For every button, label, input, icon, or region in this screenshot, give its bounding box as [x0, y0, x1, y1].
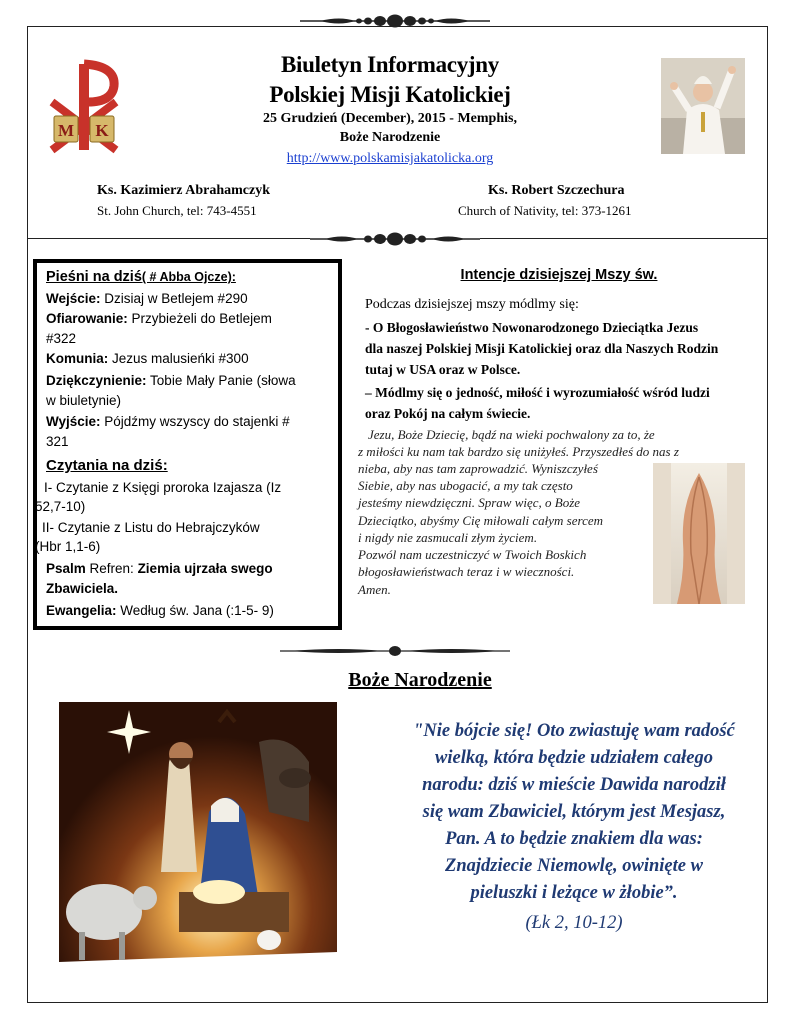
intention-line-1: - O Błogosławieństwo Nowonarodzonego Dzieciątka Jezus [365, 320, 699, 335]
priest-1-info: St. John Church, tel: 743-4551 [97, 203, 257, 218]
prayer-line-1: Jezu, Boże Dziecię, bądź na wieki pochwalony za to, że [368, 427, 655, 442]
gospel-quote-reference: (Łk 2, 10-12) [525, 913, 623, 933]
christmas-ornament [280, 644, 510, 658]
song-label: Komunia: [46, 351, 109, 366]
gospel-label: Ewangelia: [46, 603, 117, 618]
song-communion [46, 350, 249, 368]
gospel-quote-line-2: wielką, która będzie udziałem całego [435, 748, 713, 768]
song-exit [46, 413, 290, 431]
gospel-quote-line-6: Znajdziecie Niemowlę, owinięte w [445, 856, 703, 876]
gospel-text: Według św. Jana (:1-5- 9) [116, 603, 274, 618]
psalm-text: Ziemia ujrzała swego [137, 561, 273, 576]
song-thanksgiving-note: w biuletynie) [46, 393, 122, 408]
prayer-line-9: błogosławieństwach teraz i w wieczności. [358, 564, 575, 579]
gospel-quote-line-3: narodu: dziś w mieście Dawida narodził [422, 775, 726, 795]
priest-2-name: Ks. Robert Szczechura [488, 183, 625, 198]
songs-heading-row [46, 268, 236, 286]
song-label: Wyjście: [46, 414, 101, 429]
first-reading-ref: 52,7-10) [35, 499, 86, 514]
song-title: Przybieżeli do Betlejem [127, 311, 272, 326]
praying-hands-photo [653, 463, 745, 604]
song-title: Tobie Mały Panie (słowa [146, 373, 296, 388]
psalm-line [46, 560, 273, 578]
mission-logo [46, 58, 122, 154]
bulletin-title-line1: Biuletyn Informacyjny [281, 52, 499, 77]
song-title: Jezus malusieńki #300 [108, 351, 249, 366]
prayer-line-7: i nigdy nie zasmucali złym życiem. [358, 530, 538, 545]
psalm-text-2: Zbawiciela. [46, 581, 119, 596]
gospel-quote-line-5: Pan. A to będzie znakiem dla was: [445, 829, 703, 849]
songs-heading: Pieśni na dziś [46, 269, 142, 285]
gospel-quote-line-1: "Nie bójcie się! Oto zwiastuję wam radość [413, 721, 735, 741]
pope-photo [661, 58, 745, 154]
logo-letter-k: K [95, 121, 109, 140]
song-entrance [46, 290, 248, 308]
intentions-heading: Intencje dzisiejszej Mszy św. [460, 267, 658, 283]
readings-heading: Czytania na dziś: [46, 457, 168, 474]
date-line: 25 Grudzień (December), 2015 - Memphis, [263, 111, 517, 126]
prayer-line-4: Siebie, aby nas ubogacić, a my tak często [358, 478, 573, 493]
intention-line-3: tutaj w USA oraz w Polsce. [365, 362, 521, 377]
prayer-line-2: z miłości ku nam tak bardzo się uniżyłeś. Przyszedłeś do nas z [358, 444, 679, 459]
song-title: Pójdźmy wszyscy do stajenki # [100, 414, 290, 429]
gospel-line [46, 602, 274, 620]
song-label: Dziękczynienie: [46, 373, 147, 388]
song-offertory-number: #322 [46, 331, 77, 346]
intention-line-2: dla naszej Polskiej Misji Katolickiej oraz dla Naszych Rodzin [365, 341, 719, 356]
priest-2-info: Church of Nativity, tel: 373-1261 [458, 203, 632, 218]
logo-letter-m: M [57, 121, 75, 140]
top-ornament [300, 14, 490, 28]
song-title: Dzisiaj w Betlejem #290 [100, 291, 248, 306]
occasion-line: Boże Narodzenie [339, 130, 441, 145]
songs-heading-note: ( # Abba Ojcze): [141, 270, 236, 284]
gospel-quote-line-7: pieluszki i leżące w żłobie”. [470, 883, 678, 903]
priest-1-name: Ks. Kazimierz Abrahamczyk [97, 183, 271, 198]
prayer-line-10: Amen. [358, 582, 391, 597]
nativity-image [59, 702, 337, 989]
second-reading-ref: (Hbr 1,1-6) [35, 539, 101, 554]
prayer-line-3: nieba, aby nas tam zaprowadzić. Wyniszczyłeś [358, 461, 598, 476]
song-label: Ofiarowanie: [46, 311, 128, 326]
song-thanksgiving [46, 372, 296, 390]
second-reading: II- Czytanie z Listu do Hebrajczyków [42, 520, 260, 535]
first-reading: I- Czytanie z Księgi proroka Izajasza (Iz [44, 480, 282, 495]
intentions-intro: Podczas dzisiejszej mszy módlmy się: [365, 297, 579, 312]
psalm-label: Psalm [46, 561, 86, 576]
christmas-heading: Boże Narodzenie [348, 669, 492, 691]
prayer-line-8: Pozwól nam uczestniczyć w Twoich Boskich [358, 547, 587, 562]
prayer-line-6: Dzieciątko, abyśmy Cię miłowali całym sercem [358, 513, 604, 528]
song-offertory [46, 310, 272, 328]
intention-line-4: – Módlmy się o jedność, miłość i wyrozumiałość wśród ludzi [365, 385, 710, 400]
psalm-line-2 [46, 580, 118, 598]
prayer-line-5: jesteśmy niewdzięczni. Spraw więc, o Boże [358, 495, 581, 510]
bulletin-title-line2: Polskiej Misji Katolickiej [269, 82, 511, 107]
website-link[interactable]: http://www.polskamisjakatolicka.org [286, 151, 494, 166]
intention-line-5: oraz Pokój na całym świecie. [365, 406, 531, 421]
gospel-quote-line-4: się wam Zbawiciel, którym jest Mesjasz, [422, 802, 726, 822]
middle-ornament [310, 232, 480, 246]
song-exit-number: 321 [46, 434, 69, 449]
psalm-refrain: Refren: [85, 561, 138, 576]
song-label: Wejście: [46, 291, 101, 306]
